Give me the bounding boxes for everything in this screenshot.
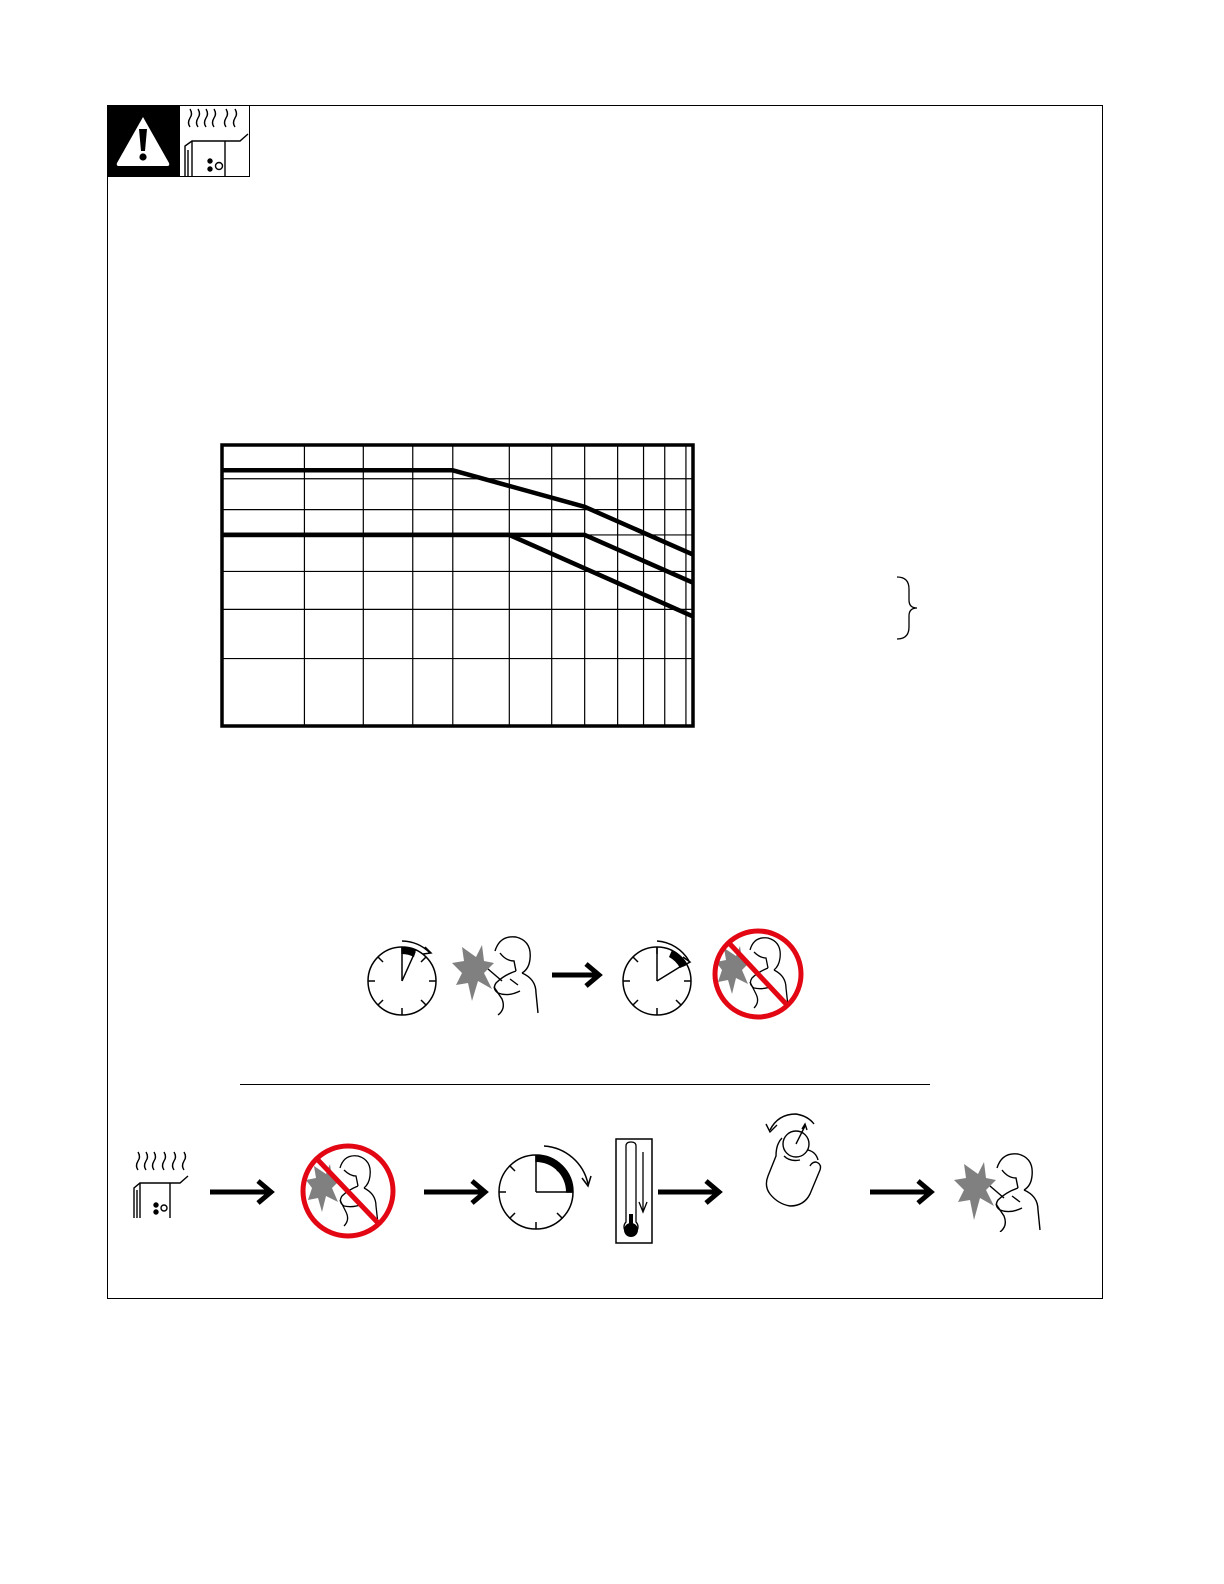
thermometer-cooling-icon (615, 1138, 653, 1244)
section-divider (240, 1084, 930, 1085)
arrow-right-icon (658, 1178, 724, 1206)
welder-arc-icon (450, 933, 545, 1017)
reduce-setting-knob-icon (762, 1110, 828, 1212)
no-welding-icon (298, 1142, 398, 1240)
hot-machine-icon (179, 105, 250, 177)
duty-cycle-chart (218, 441, 698, 731)
arrow-right-icon (552, 962, 604, 988)
clock-short-duty-icon (362, 935, 444, 1019)
hot-machine-icon (132, 1150, 192, 1220)
chart-series-line-1 (222, 470, 693, 554)
clock-wait-icon (496, 1140, 594, 1232)
clock-rest-icon (617, 935, 699, 1019)
arrow-right-icon (210, 1178, 276, 1206)
no-welding-icon (710, 926, 806, 1022)
welder-arc-icon (952, 1146, 1047, 1232)
arrow-right-icon (870, 1178, 936, 1206)
chart-series-line-3 (222, 535, 693, 616)
warning-triangle-icon (107, 105, 179, 177)
legend-brace (895, 575, 925, 641)
chart-series-line-2 (222, 535, 693, 583)
arrow-right-icon (424, 1178, 490, 1206)
